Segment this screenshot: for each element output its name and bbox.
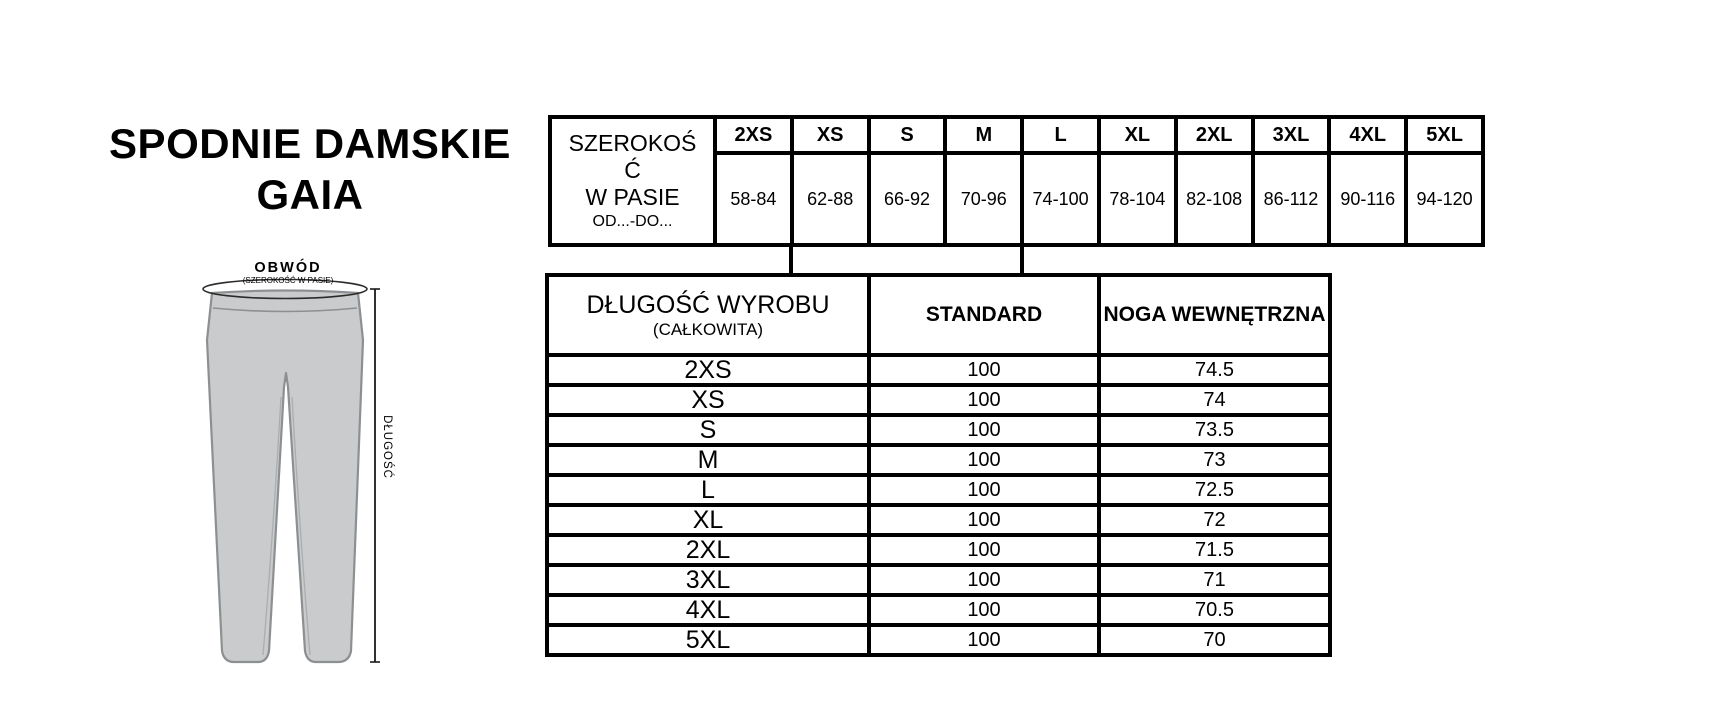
range-cell: 66-92 — [869, 153, 946, 245]
table-connector-line — [789, 243, 793, 275]
inner-leg-value-cell: 72.5 — [1099, 475, 1330, 505]
size-header-cell: 5XL — [1406, 117, 1483, 153]
range-cell: 74-100 — [1022, 153, 1099, 245]
size-label-cell: S — [547, 415, 869, 445]
inner-leg-value-cell: 70.5 — [1099, 595, 1330, 625]
standard-value-cell: 100 — [869, 505, 1099, 535]
length-header-title: DŁUGOŚĆ WYROBU — [586, 290, 830, 319]
inner-leg-value-cell: 73.5 — [1099, 415, 1330, 445]
standard-value-cell: 100 — [869, 415, 1099, 445]
size-label-cell: L — [547, 475, 869, 505]
size-header-cell: S — [869, 117, 946, 153]
size-label-cell: 5XL — [547, 625, 869, 655]
size-label-cell: 4XL — [547, 595, 869, 625]
pants-illustration — [175, 245, 415, 675]
waist-label: OBWÓD — [254, 260, 322, 276]
range-cell: 62-88 — [792, 153, 869, 245]
inner-leg-header-cell: NOGA WEWNĘTRZNA — [1099, 275, 1330, 355]
table-row — [547, 475, 1330, 505]
waist-width-header-line: Ć — [624, 157, 641, 183]
range-cell: 82-108 — [1176, 153, 1253, 245]
standard-value-cell: 100 — [869, 385, 1099, 415]
size-label-cell: XL — [547, 505, 869, 535]
size-header-cell: XL — [1099, 117, 1176, 153]
table-row — [547, 415, 1330, 445]
waist-width-table — [548, 115, 1485, 247]
waist-sublabel: (SZEROKOŚĆ W PASIE) — [242, 276, 334, 285]
table-row — [547, 535, 1330, 565]
length-header-sub: (CAŁKOWITA) — [652, 319, 764, 339]
standard-header-cell: STANDARD — [869, 275, 1099, 355]
length-header-cell — [547, 275, 869, 355]
table-row — [547, 595, 1330, 625]
table-row — [550, 117, 1483, 153]
inner-leg-value-cell: 73 — [1099, 445, 1330, 475]
standard-value-cell: 100 — [869, 445, 1099, 475]
table-row — [547, 445, 1330, 475]
range-cell: 94-120 — [1406, 153, 1483, 245]
inner-leg-value-cell: 71.5 — [1099, 535, 1330, 565]
size-header-cell: XS — [792, 117, 869, 153]
size-header-cell: 2XS — [715, 117, 792, 153]
standard-value-cell: 100 — [869, 625, 1099, 655]
range-cell: 70-96 — [945, 153, 1022, 245]
inner-leg-value-cell: 72 — [1099, 505, 1330, 535]
inner-leg-value-cell: 74 — [1099, 385, 1330, 415]
standard-value-cell: 100 — [869, 475, 1099, 505]
standard-value-cell: 100 — [869, 535, 1099, 565]
size-header-cell: M — [945, 117, 1022, 153]
size-label-cell: M — [547, 445, 869, 475]
range-cell: 78-104 — [1099, 153, 1176, 245]
page-title-line1: SPODNIE DAMSKIE — [109, 120, 511, 167]
size-header-cell: 4XL — [1329, 117, 1406, 153]
table-connector-line — [1020, 243, 1024, 275]
waist-width-header-cell — [550, 117, 715, 245]
size-header-cell: 2XL — [1176, 117, 1253, 153]
garment-length-table — [545, 273, 1332, 657]
page-title-line2: GAIA — [256, 171, 364, 219]
page-title — [60, 118, 560, 220]
inner-leg-value-cell: 74.5 — [1099, 355, 1330, 385]
standard-value-cell: 100 — [869, 565, 1099, 595]
table-row — [547, 385, 1330, 415]
table-row — [547, 505, 1330, 535]
size-header-cell: 3XL — [1253, 117, 1330, 153]
waist-width-header-line: W PASIE — [585, 184, 680, 211]
standard-value-cell: 100 — [869, 355, 1099, 385]
size-label-cell: XS — [547, 385, 869, 415]
size-label-cell: 2XL — [547, 535, 869, 565]
table-row — [547, 355, 1330, 385]
table-row — [547, 275, 1330, 355]
table-row — [547, 565, 1330, 595]
table-row — [547, 625, 1330, 655]
size-label-cell: 2XS — [547, 355, 869, 385]
inner-leg-value-cell: 71 — [1099, 565, 1330, 595]
inner-leg-value-cell: 70 — [1099, 625, 1330, 655]
range-cell: 58-84 — [715, 153, 792, 245]
standard-value-cell: 100 — [869, 595, 1099, 625]
range-cell: 86-112 — [1253, 153, 1330, 245]
waist-width-header-sub: OD...-DO... — [592, 213, 673, 231]
size-header-cell: L — [1022, 117, 1099, 153]
range-cell: 90-116 — [1329, 153, 1406, 245]
length-label: DŁUGOŚĆ — [381, 415, 393, 479]
waist-width-header-line: SZEROKOŚ — [568, 129, 697, 156]
size-label-cell: 3XL — [547, 565, 869, 595]
pants-shape — [207, 291, 363, 663]
